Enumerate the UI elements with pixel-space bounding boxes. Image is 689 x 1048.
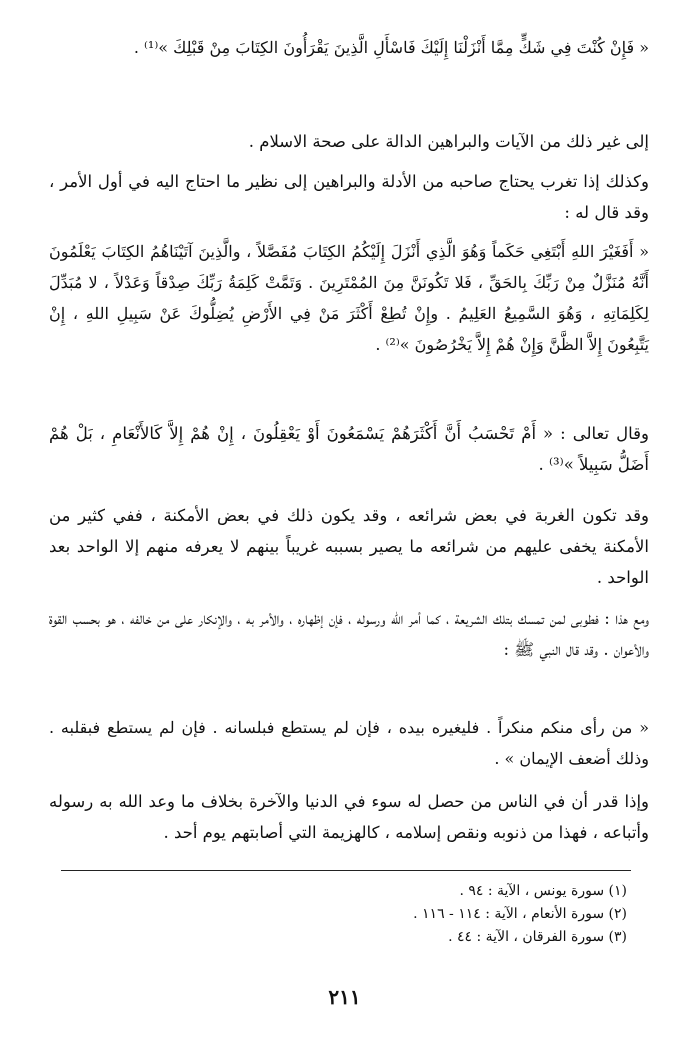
paragraph-strangeness-needs-proofs: وكذلك إذا تغرب يحتاج صاحبه من الأدلة والبراهين إلى نظير ما احتاج اليه في أول الأمر ، وقد قال له : [49,172,649,222]
quran-quote-yunus: « فَإِنْ كُنْتَ فِي شَكٍّ مِمَّا أَنْزَلْنَا إِلَيْكَ فَاسْأَلِ الَّذِينَ يَقْرَأُونَ الكِتَابَ مِنْ قَبْلِكَ »⁽¹⁾ . [133,38,649,57]
footnote-1: (١) سورة يونس ، الآية : ٩٤ . [459,883,627,899]
paragraph-proofs-of-islam: إلى غير ذلك من الآيات والبراهين الدالة على صحة الاسلام . [248,132,649,151]
quran-quote-anam: « أَفَغَيْرَ اللهِ أَبْتَغِي حَكَماً وَهُوَ الَّذِي أَنْزَلَ إِلَيْكُمُ الكِتَابَ مُفَصَّلاً ، والَّذِينَ آتَيْنَاهُمُ الكِتَابَ يَعْلَمُونَ أَنَّهُ مُنَزَّلٌ مِنْ رَبِّكَ بِالحَقِّ ، فَلا تَكُونَنَّ مِنَ المُمْتَرِينَ . وَتَمَّتْ كَلِمَةُ رَبِّكَ صِدْقاً وَعَدْلاً ، لا مُبَدِّلَ لِكَلِمَاتِهِ ، وَهُوَ السَّمِيعُ العَلِيمُ . وإِنْ تُطِعْ أَكْثَرَ مَنْ فِي الأَرْضِ يُضِلُّوكَ عَنْ سَبِيلِ اللهِ ، إِنْ يَتَّبِعُونَ إِلاَّ الظَّنَّ وَإِنْ هُمْ إِلاَّ يَخْرُصُونَ »⁽²⁾ . [49,242,650,354]
paragraph-harm-from-sins: وإذا قدر أن في الناس من حصل له سوء في الدنيا والآخرة بخلاف ما وعد الله به رسوله وأتباعه ، فهذا من ذنوبه ونقص إسلامه ، كالهزيمة التي أصابتهم يوم أحد . [49,792,649,842]
page-number: ٢١١ [328,985,361,1009]
paragraph-strangeness-in-places: وقد تكون الغربة في بعض شرائعه ، وقد يكون ذلك في بعض الأمكنة ، ففي كثير من الأمكنة يخفى عليهم من شرائعه ما يصير بسببه غريباً بينهم لا يعرفه منهم إلا الواحد بعد الواحد . [49,506,649,587]
footnote-separator [61,870,631,871]
footnote-2: (٢) سورة الأنعام ، الآية : ١١٤ - ١١٦ . [413,906,627,922]
paragraph-blessed-are-strangers: ومع هذا : فطوبى لمن تمسك بتلك الشريعة ، كما أمر الله ورسوله ، فإن إظهاره ، والأمر به ، والإنكار على من خالفه ، هو بحسب القوة والأعوان . وقد قال النبي ﷺ : [49,609,649,659]
hadith-quote-change-evil: « من رأى منكم منكراً . فليغيره بيده ، فإن لم يستطع فبلسانه . فإن لم يستطع فبقلبه . وذلك أضعف الإيمان » . [49,718,649,768]
footnotes [127,880,627,949]
footnote-3: (٣) سورة الفرقان ، الآية : ٤٤ . [448,929,627,945]
quran-quote-furqan: وقال تعالى : « أَمْ تَحْسَبُ أَنَّ أَكْثَرَهُمْ يَسْمَعُونَ أَوْ يَعْقِلُونَ ، إِنْ هُمْ إِلاَّ كَالأَنْعَامِ ، بَلْ هُمْ أَضَلُّ سَبِيلاً »⁽³⁾ . [49,424,649,474]
